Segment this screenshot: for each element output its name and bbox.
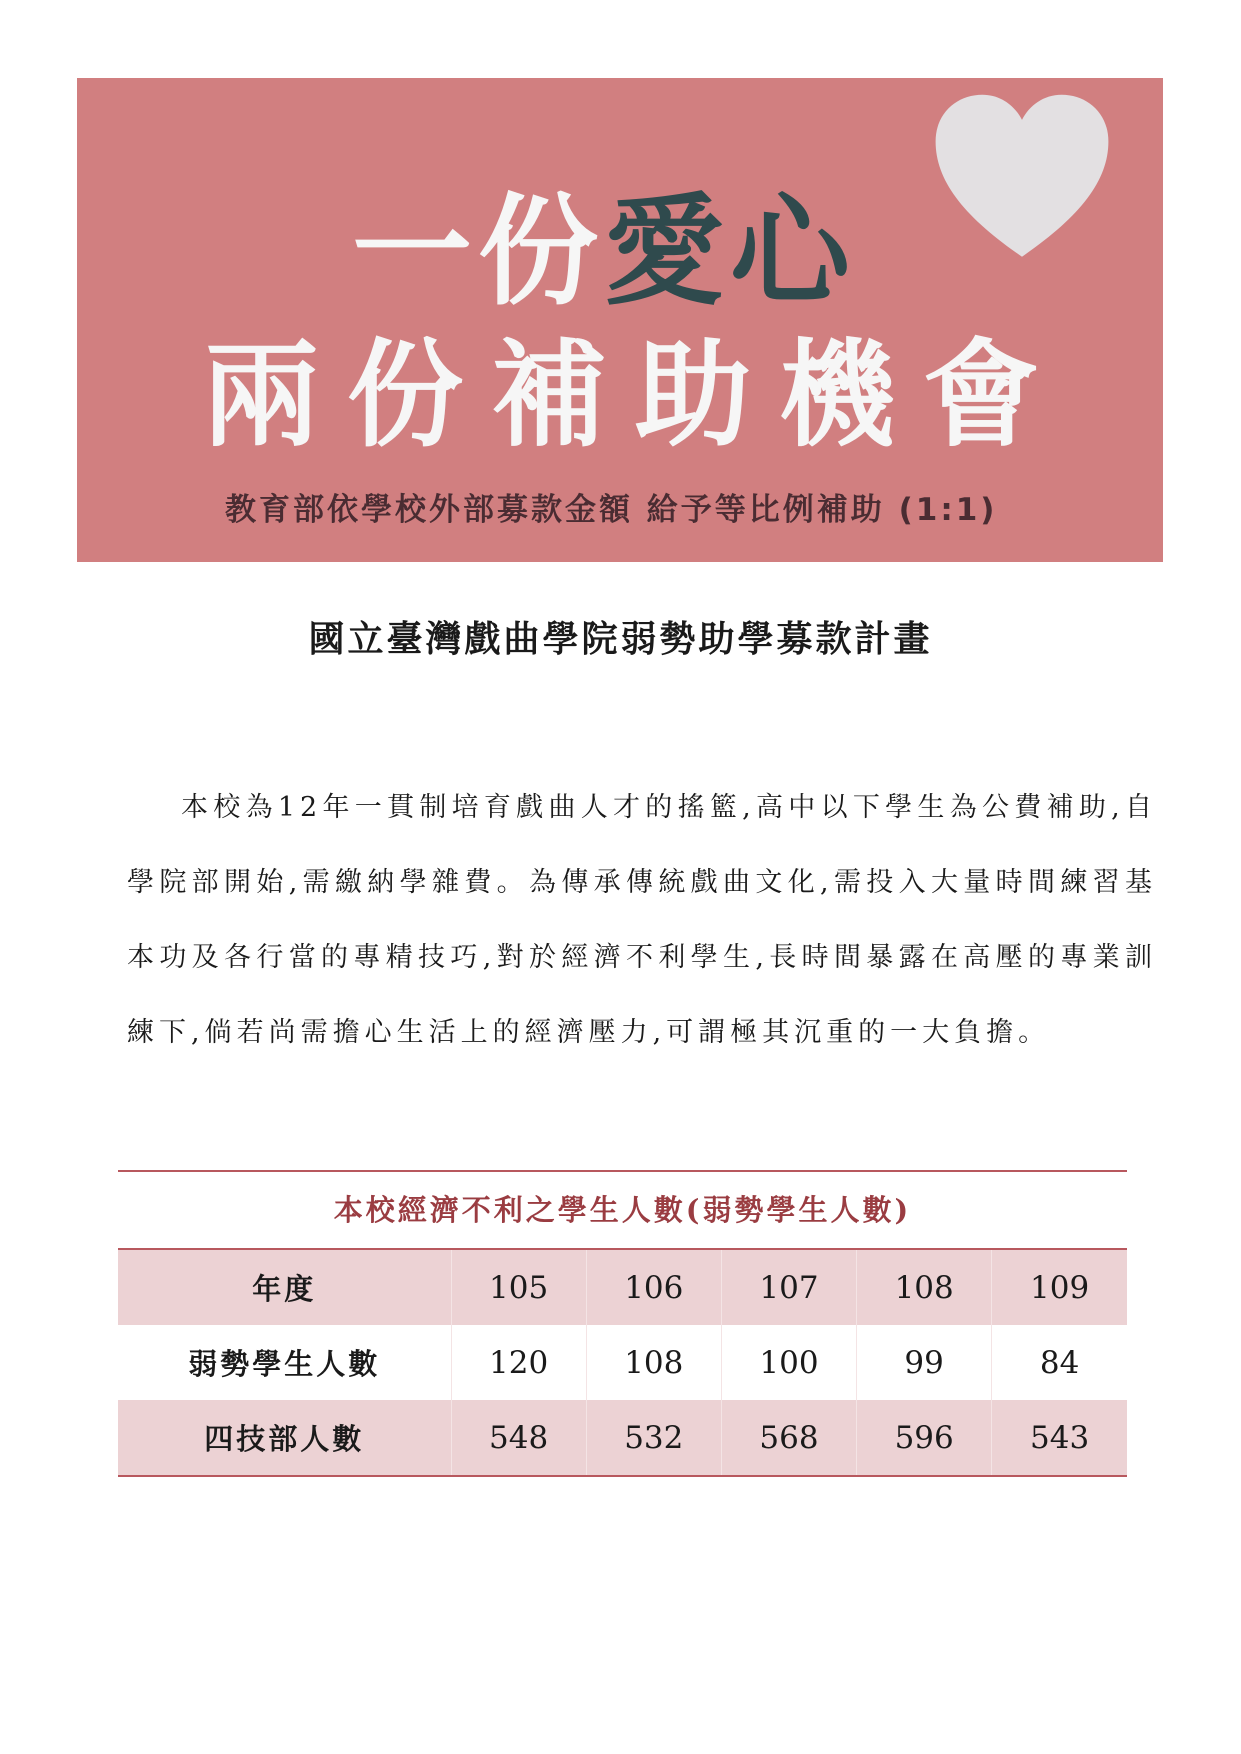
table-cell: 108 [586,1325,721,1400]
table-cell: 568 [721,1400,856,1476]
intro-paragraph: 本校為12年一貫制培育戲曲人才的搖籃,高中以下學生為公費補助,自學院部開始,需繳納學雜費。為傳承傳統戲曲文化,需投入大量時間練習基本功及各行當的專精技巧,對於經濟不利學生,長時間暴露在高壓的專業訓練下,倘若尚需擔心生活上的經濟壓力,可謂極其沉重的一大負擔。 [127,792,1157,1048]
table-row [118,1325,1127,1400]
banner-headline-2: 兩份補助機會 [203,328,1067,463]
table-cell: 596 [857,1400,992,1476]
table-cell: 109 [992,1249,1127,1325]
table-row [118,1400,1127,1476]
table-cell: 548 [451,1400,586,1476]
table-row [118,1249,1127,1325]
document-title: 國立臺灣戲曲學院弱勢助學募款計畫 [308,618,933,660]
table-cell: 106 [586,1249,721,1325]
table-cell: 532 [586,1400,721,1476]
banner-headline-1 [77,183,1163,323]
banner-headline-emphasis: 愛心 [604,183,856,322]
row-label: 年度 [118,1249,451,1325]
student-count-table-section [118,1170,1127,1477]
table-cell: 100 [721,1325,856,1400]
banner-subtitle: 教育部依學校外部募款金額 給予等比例補助 (1:1) [225,492,998,528]
banner-headline-plain: 一份 [352,183,604,322]
row-label: 四技部人數 [118,1400,451,1476]
table-cell: 108 [857,1249,992,1325]
header-banner [77,78,1163,562]
table-cell: 120 [451,1325,586,1400]
table-cell: 99 [857,1325,992,1400]
table-cell: 105 [451,1249,586,1325]
student-count-table [118,1248,1127,1477]
table-caption: 本校經濟不利之學生人數(弱勢學生人數) [118,1170,1127,1248]
table-cell: 107 [721,1249,856,1325]
row-label: 弱勢學生人數 [188,1347,381,1381]
table-cell: 84 [992,1325,1127,1400]
table-cell: 543 [992,1400,1127,1476]
